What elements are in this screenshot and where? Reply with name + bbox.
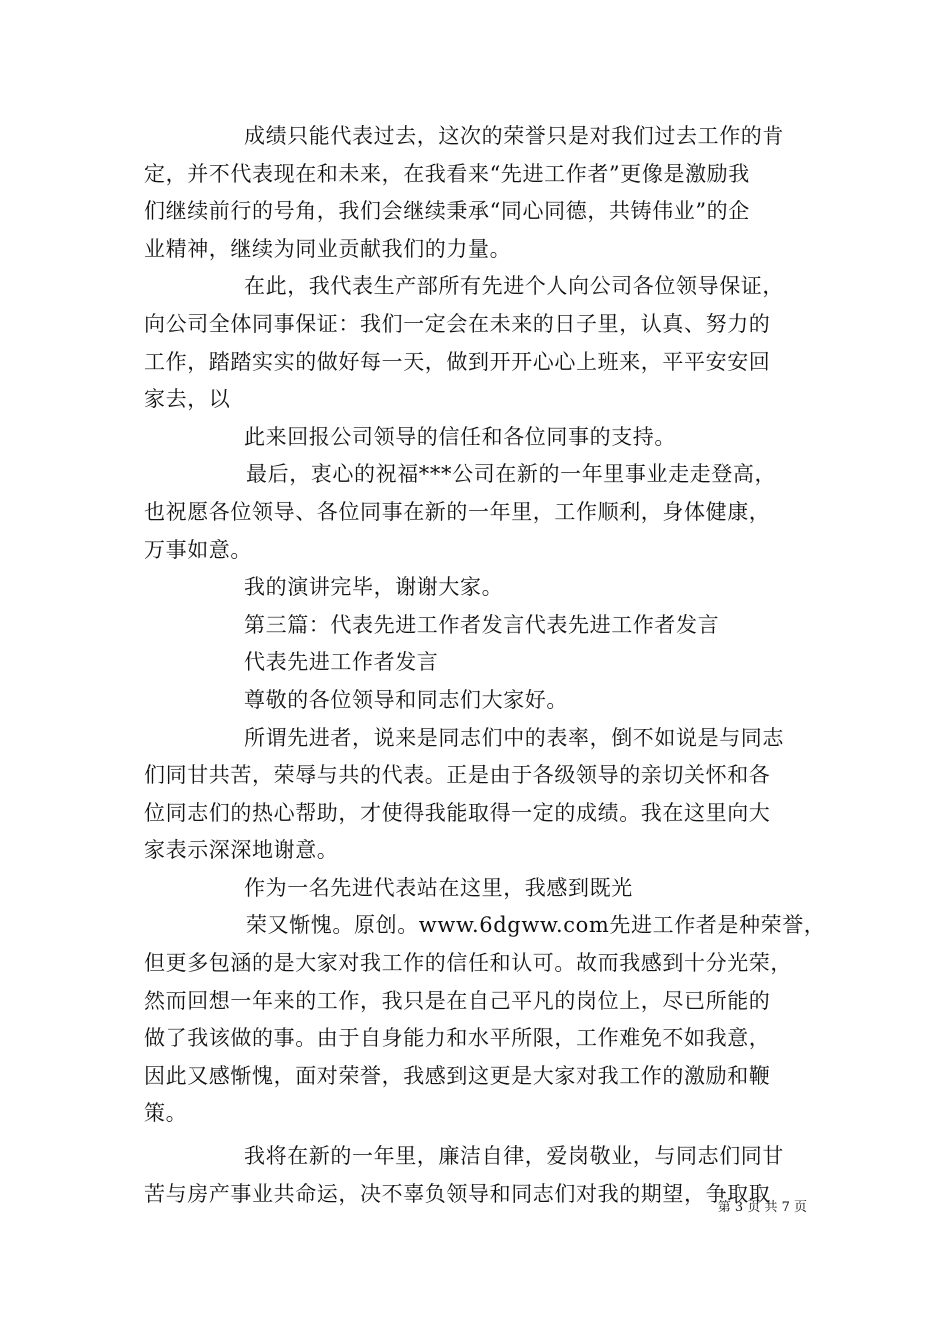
text-line: 们同甘共苦，荣辱与共的代表。正是由于各级领导的亲切关怀和各 xyxy=(144,763,771,788)
text-line: 此来回报公司领导的信任和各位同事的支持。 xyxy=(244,424,676,449)
paragraph-pledge xyxy=(144,268,814,418)
text-line: 家去，以 xyxy=(144,387,231,412)
text-line: 家表示深深地谢意。 xyxy=(144,838,339,863)
text-line: 定，并不代表现在和未来，在我看来“先进工作者”更像是激励我 xyxy=(144,161,750,186)
paragraph-commitment xyxy=(144,1138,814,1213)
text-line: 第三篇：代表先进工作者发言代表先进工作者发言 xyxy=(244,612,720,637)
text-line: 业精神，继续为同业贡献我们的力量。 xyxy=(144,236,512,261)
speech-title xyxy=(144,644,814,682)
text-line: 尊敬的各位领导和同志们大家好。 xyxy=(244,687,568,712)
text-line: 然而回想一年来的工作，我只是在自己平凡的岗位上，尽已所能的 xyxy=(144,988,771,1013)
paragraph-achievement xyxy=(144,118,814,268)
text-line: 万事如意。 xyxy=(144,537,252,562)
text-line: 们继续前行的号角，我们会继续秉承“同心同德，共铸伟业”的企 xyxy=(144,199,750,224)
text-line: 但更多包涵的是大家对我工作的信任和认可。故而我感到十分光荣， xyxy=(144,951,792,976)
text-line: 因此又感惭愧，面对荣誉，我感到这更是大家对我工作的激励和鞭 xyxy=(144,1063,771,1088)
text-line: 荣又惭愧。原创。www.6dgww.com先进工作者是种荣誉， xyxy=(246,913,826,938)
text-line: 做了我该做的事。由于自身能力和水平所限，工作难免不如我意， xyxy=(144,1026,771,1051)
text-line: 位同志们的热心帮助，才使得我能取得一定的成绩。我在这里向大 xyxy=(144,800,771,825)
paragraph-wishes xyxy=(144,456,814,569)
paragraph-closing xyxy=(144,569,814,607)
text-line: 向公司全体同事保证：我们一定会在未来的日子里，认真、努力的 xyxy=(144,311,771,336)
paragraph-representative xyxy=(144,870,814,908)
section-heading xyxy=(144,607,814,645)
paragraph-repay xyxy=(144,419,814,457)
paragraph-advanced-meaning xyxy=(144,720,814,870)
text-line: 我将在新的一年里，廉洁自律，爱岗敬业，与同志们同甘 xyxy=(244,1144,784,1169)
text-line: 也祝愿各位领导、各位同事在新的一年里，工作顺利，身体健康， xyxy=(144,499,771,524)
text-line: 我的演讲完毕，谢谢大家。 xyxy=(244,575,504,600)
text-line: 策。 xyxy=(144,1101,188,1126)
text-line: 作为一名先进代表站在这里，我感到既光 xyxy=(244,875,633,900)
page-number-label: 第 3 页 共 7 页 xyxy=(717,1200,807,1215)
text-line: 成绩只能代表过去，这次的荣誉只是对我们过去工作的肯 xyxy=(244,124,784,148)
text-line: 在此，我代表生产部所有先进个人向公司各位领导保证， xyxy=(244,274,784,299)
document-body xyxy=(144,118,826,1213)
text-line: 苦与房产事业共命运，决不辜负领导和同志们对我的期望，争取取 xyxy=(144,1181,771,1206)
text-line: 所谓先进者，说来是同志们中的表率，倒不如说是与同志 xyxy=(244,725,784,750)
text-line: 代表先进工作者发言 xyxy=(244,650,439,675)
text-line: 工作，踏踏实实的做好每一天，做到开开心心上班来，平平安安回 xyxy=(144,349,771,374)
text-line: 最后，衷心的祝福***公司在新的一年里事业走走登高， xyxy=(246,462,777,487)
paragraph-greeting xyxy=(144,682,814,720)
paragraph-honor xyxy=(144,907,826,1133)
